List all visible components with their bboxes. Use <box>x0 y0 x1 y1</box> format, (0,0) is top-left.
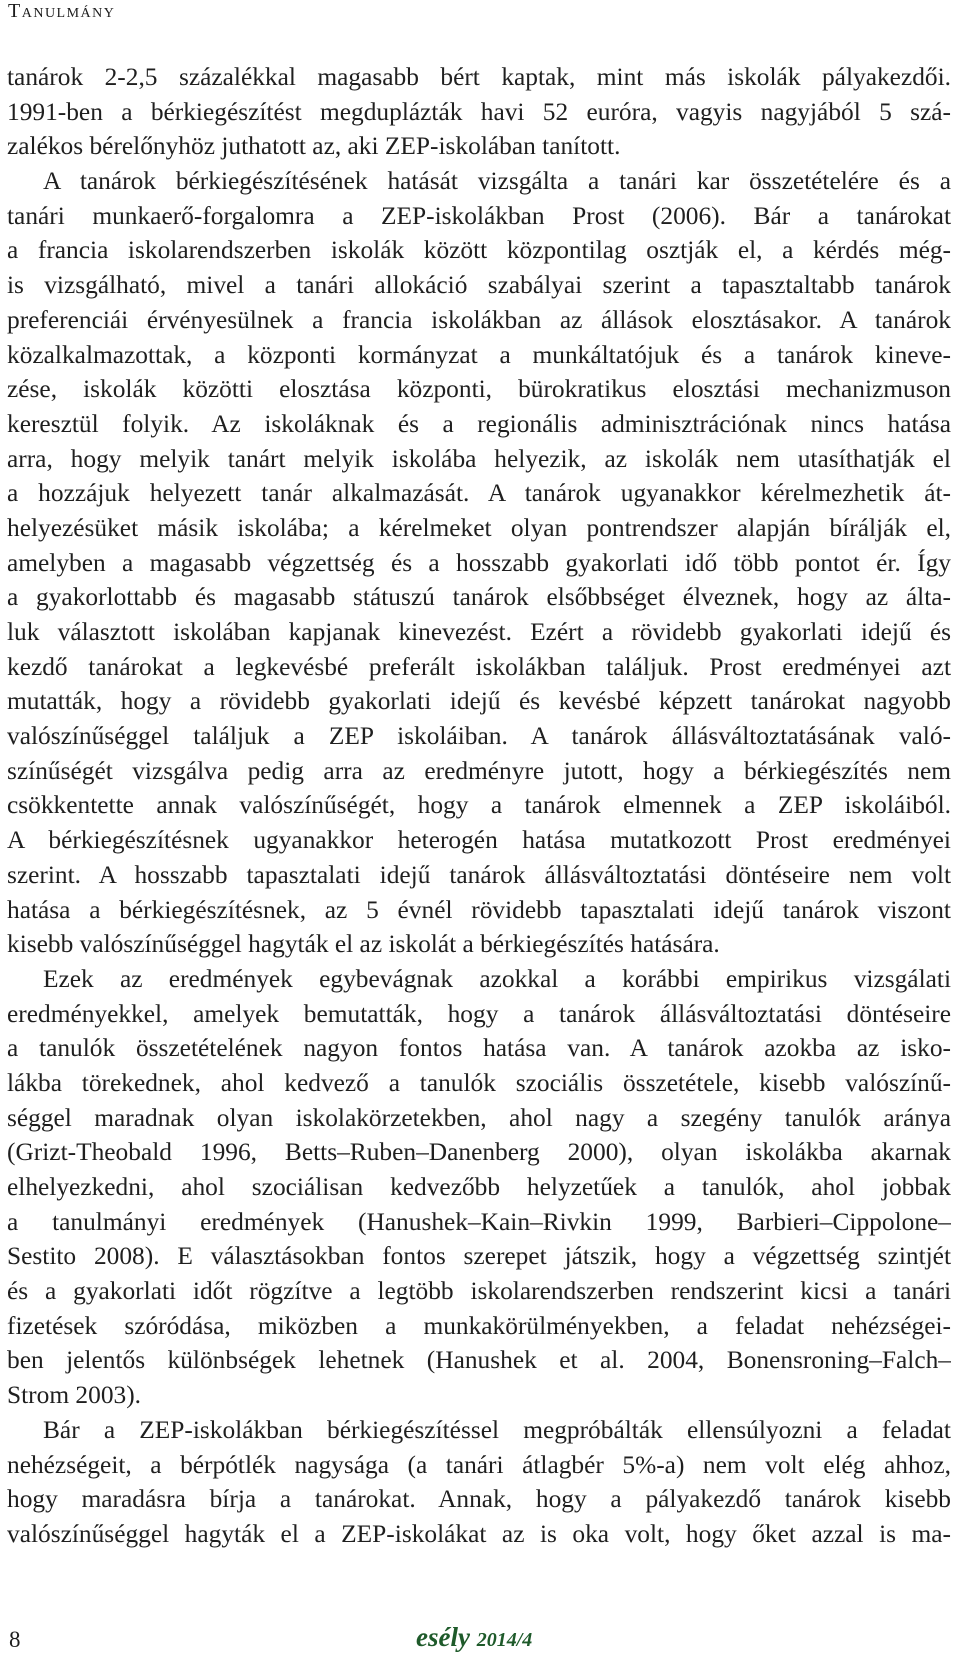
text-line: valószínűséggel találjuk a ZEP iskoláiban. A tanárok állásváltoztatásának való- <box>7 722 951 751</box>
text-line: Bár a ZEP-iskolákban bérkiegészítéssel megpróbálták ellensúlyozni a feladat <box>43 1415 951 1444</box>
text-line: Sestito 2008). E választásokban fontos szerepet játszik, hogy a végzettség szintjét <box>7 1242 951 1271</box>
text-line: a gyakorlottabb és magasabb státuszú tanárok elsőbbséget élveznek, hogy az álta- <box>7 583 951 612</box>
text-line: a francia iskolarendszerben iskolák között központilag osztják el, a kérdés még- <box>7 236 951 265</box>
text-line: közalkalmazottak, a központi kormányzat a munkáltatójuk és a tanárok kineve- <box>7 340 951 369</box>
text-line: szerint. A hosszabb tapasztalati idejű tanárok állásváltoztatási döntéseire nem volt <box>7 860 951 889</box>
text-line: ben jelentős különbségek lehetnek (Hanushek et al. 2004, Bonensroning–Falch– <box>7 1346 951 1375</box>
text-line: eredményekkel, amelyek bemutatták, hogy a tanárok állásváltoztatási döntéseire <box>7 999 951 1028</box>
text-line: a hozzájuk helyezett tanár alkalmazását. A tanárok ugyanakkor kérelmezhetik át- <box>7 479 951 508</box>
text-line: hogy maradásra bírja a tanárokat. Annak, hogy a pályakezdő tanárok kisebb <box>7 1485 951 1514</box>
text-line: séggel maradnak olyan iskolakörzetekben, ahol nagy a szegény tanulók aránya <box>7 1103 951 1132</box>
text-line: arra, hogy melyik tanárt melyik iskolába helyezik, az iskolák nem utasíthatják el <box>7 444 951 473</box>
page-number: 8 <box>9 1627 21 1652</box>
text-line: zalékos bérelőnyhöz juthatott az, aki ZEP-iskolában tanított. <box>7 132 621 161</box>
text-line: Ezek az eredmények egybevágnak azokkal a korábbi empirikus vizsgálati <box>43 964 951 993</box>
text-line: elhelyezkedni, ahol szociálisan kedvezőbb helyzetűek a tanulók, ahol jobbak <box>7 1173 951 1201</box>
text-line: A bérkiegészítésnek ugyanakkor heterogén hatása mutatkozott Prost eredményei <box>7 826 951 855</box>
journal-name: esély <box>416 1622 470 1652</box>
journal-issue: 2014/4 <box>476 1629 533 1651</box>
text-line: kisebb valószínűséggel hagyták el az iskolát a bérkiegészítés hatására. <box>7 930 720 959</box>
text-line: amelyben a magasabb végzettség és a hosszabb gyakorlati idő több pontot ér. Így <box>7 548 951 577</box>
running-header-section: Tanulmány <box>8 0 116 22</box>
text-line: Strom 2003). <box>7 1381 142 1410</box>
text-line: keresztül folyik. Az iskoláknak és a regionális adminisztrációnak nincs hatása <box>7 409 951 438</box>
text-line: zése, iskolák közötti elosztása központi, bürokratikus elosztási mechanizmuson <box>7 375 951 404</box>
text-line: tanárok 2-2,5 százalékkal magasabb bért kaptak, mint más iskolák pályakezdői. <box>7 63 951 91</box>
text-line: és a gyakorlati időt rögzítve a legtöbb iskolarendszerben rendszerint kicsi a tanári <box>7 1277 951 1306</box>
text-line: is vizsgálható, mivel a tanári allokáció szabályai szerint a tapasztaltabb tanárok <box>7 271 951 300</box>
text-line: valószínűséggel hagyták el a ZEP-iskolákat az is oka volt, hogy őket azzal is ma- <box>7 1519 951 1548</box>
article-body <box>7 60 951 1552</box>
text-line: helyezésüket másik iskolába; a kérelmeket olyan pontrendszer alapján bírálják el, <box>7 513 951 542</box>
text-line: tanári munkaerő-forgalomra a ZEP-iskolákban Prost (2006). Bár a tanárokat <box>7 201 951 230</box>
text-line: kezdő tanárokat a legkevésbé preferált iskolákban találjuk. Prost eredményei azt <box>7 652 951 681</box>
journal-footer <box>416 1622 532 1653</box>
text-line: csökkentette annak valószínűségét, hogy a tanárok elmennek a ZEP iskoláiból. <box>7 791 951 820</box>
text-line: hatása a bérkiegészítésnek, az 5 évnél rövidebb tapasztalati idejű tanárok viszont <box>7 895 951 924</box>
text-line: a tanulmányi eredmények (Hanushek–Kain–Rivkin 1999, Barbieri–Cippolone– <box>7 1207 951 1236</box>
text-line: mutatták, hogy a rövidebb gyakorlati idejű és kevésbé képzett tanárokat nagyobb <box>7 687 951 716</box>
text-line: fizetések szóródása, miközben a munkakörülményekben, a feladat nehézségei- <box>7 1311 951 1340</box>
text-line: lákba törekednek, ahol kedvező a tanulók szociális összetétele, kisebb valószínű- <box>7 1068 951 1097</box>
text-line: A tanárok bérkiegészítésének hatását vizsgálta a tanári kar összetételére és a <box>43 167 951 196</box>
text-line: (Grizt-Theobald 1996, Betts–Ruben–Danenberg 2000), olyan iskolákba akarnak <box>7 1138 951 1167</box>
text-line: luk választott iskolában kapjanak kinevezést. Ezért a rövidebb gyakorlati idejű és <box>7 618 951 646</box>
text-line: nehézségeit, a bérpótlék nagysága (a tanári átlagbér 5%-a) nem volt elég ahhoz, <box>7 1450 951 1479</box>
text-line: a tanulók összetételének nagyon fontos hatása van. A tanárok azokba az isko- <box>7 1034 951 1063</box>
text-line: színűségét vizsgálva pedig arra az eredményre jutott, hogy a bérkiegészítés nem <box>7 756 951 785</box>
text-line: 1991-ben a bérkiegészítést megduplázták havi 52 euróra, vagyis nagyjából 5 szá- <box>7 97 951 126</box>
text-line: preferenciái érvényesülnek a francia iskolákban az állások elosztásakor. A tanárok <box>7 305 951 334</box>
